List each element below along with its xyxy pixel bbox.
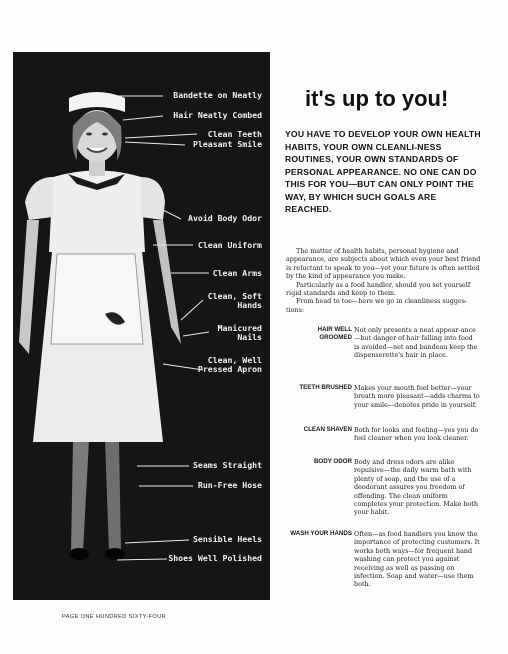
label-shoes-polished: Shoes Well Polished xyxy=(168,553,262,563)
uniform-photo xyxy=(13,52,270,600)
body-paragraph: From head to toe—here we go in cleanliness sugges-tions: xyxy=(286,297,468,314)
label-clean-hands: Clean, Soft Hands xyxy=(207,291,262,310)
label-hair-combed: Hair Neatly Combed xyxy=(173,110,262,120)
label-clean-uniform: Clean Uniform xyxy=(197,240,262,250)
label-manicured-nails: Manicured Nails xyxy=(217,323,262,342)
item-term: TEETH BRUSHED xyxy=(299,384,352,391)
item-term: CLEAN SHAVEN xyxy=(303,426,352,433)
item-term: HAIR WELL GROOMED xyxy=(317,326,352,342)
item-description: Makes your mouth feel better—your breath more pleasant—adds charms to your smile—denotes pride in yourself. xyxy=(354,384,480,409)
label-pleasant-smile: Pleasant Smile xyxy=(192,139,262,149)
item-term: BODY ODOR xyxy=(313,458,352,465)
page-headline: it's up to you! xyxy=(305,86,449,111)
label-pressed-apron: Clean, Well Pressed Apron xyxy=(197,355,262,374)
item-description: Often—as food handlers you know the importance of protecting customers. It works both ways—for frequent hand washing can protect you against receiving as well as passing on infection. Soap and water—use them both. xyxy=(354,530,480,589)
label-clean-arms: Clean Arms xyxy=(212,268,262,278)
item-description: Body and dress odors are alike repulsive—the daily warm bath with plenty of soap, and the use of a deodorant assures you freedom of offending. The clean uniform completes your protection. Make both your habit. xyxy=(354,458,478,517)
label-body-odor: Avoid Body Odor xyxy=(188,213,262,223)
label-seams-straight: Seams Straight xyxy=(192,460,262,470)
page-number-footer: PAGE ONE HUNDRED SIXTY-FOUR xyxy=(62,614,167,620)
item-description: Both for looks and feeling—yes you do feel cleaner when you look cleaner. xyxy=(354,426,479,443)
label-clean-teeth: Clean Teeth xyxy=(207,129,262,139)
body-paragraph: Particularly as a food handler, should you set yourself rigid standards and keep to them. xyxy=(286,280,471,298)
label-sensible-heels: Sensible Heels xyxy=(192,534,262,544)
body-paragraph: The matter of health habits, personal hygiene and appearance, are subjects about which even your best friend is reluctant to speak to you—yet your future is often settled by the kind of appearance you make. xyxy=(286,247,481,281)
intro-paragraph: YOU HAVE TO DEVELOP YOUR OWN HEALTH HABITS, YOUR OWN CLEANLI-NESS ROUTINES, YOUR OWN STANDARDS OF PERSONAL APPEARANCE. NO ONE CAN DO THIS FOR YOU—BUT CAN ONLY POINT THE WAY, BY WHICH SUCH GOALS ARE REACHED. xyxy=(285,129,481,214)
item-description: Not only presents a neat appear-ance—but danger of hair falling into food is avoided—net and bandeau keep the dispenserette's hair in place. xyxy=(354,326,478,360)
label-bandette: Bandette on Neatly xyxy=(173,90,262,100)
label-run-free-hose: Run-Free Hose xyxy=(197,480,262,490)
item-term: WASH YOUR HANDS xyxy=(290,530,352,537)
body-text xyxy=(286,247,484,314)
